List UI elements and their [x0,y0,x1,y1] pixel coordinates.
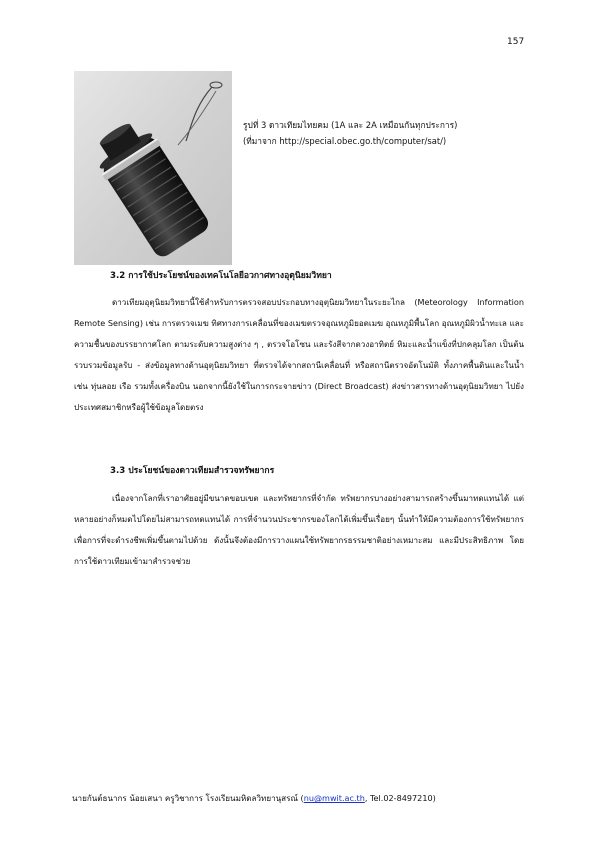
footer-telephone: , Tel.02-8497210) [364,793,436,803]
section-3-2-text: ดาวเทียมอุตุนิยมวิทยานี้ใช้สำหรับการตรวจสอบประกอบทางอุตุนิยมวิทยาในระยะไกล (Meteorology Information Remote Sensing) เช่น การตรวจเมฆ ทิศทางการเคลื่อนที่ของเมฆตรวจอุณหภูมิยอดเมฆ อุณหภูมิพื้นโลก อุณหภูมิผิวน้ำทะเล และความชื้นของบรรยากาศโลก ตามระดับความสูงต่าง ๆ , ตรวจโอโซน และรังสีจากดวงอาทิตย์ หิมะและน้ำแข็งที่ปกคลุมโลก เป็นต้น รวบรวมข้อมูลรับ - ส่งข้อมูลทางด้านอุตุนิยมวิทยา ที่ตรวจได้จากสถานีเคลื่อนที่ หรือสถานีตรวจอัตโนมัติ ทั้งภาคพื้นดินและในน้ำ เช่น ทุ่นลอย เรือ รวมทั้งเครื่องบิน นอกจากนี้ยังใช้ในการกระจายข่าว (Direct Broadcast) ส่งข่าวสารทางด้านอุตุนิยมวิทยา ไปยังประเทศสมาชิกหรือผู้ใช้ข้อมูลโดยตรง [74,297,524,412]
section-3-3-heading: 3.3 ประโยชน์ของดาวเทียมสำรวจทรัพยากร [110,466,275,476]
section-3-3-text: เนื่องจากโลกที่เราอาศัยอยู่มีขนาดขอบเขต และทรัพยากรที่จำกัด ทรัพยากรบางอย่างสามารถสร้างขึ้นมาทดแทนได้ แต่หลายอย่างก็หมดไปโดยไม่สามารถทดแทนได้ การที่จำนวนประชากรของโลกได้เพิ่มขึ้นเรื่อยๆ นั้นทำให้มีความต้องการใช้ทรัพยากรเพื่อการที่จะดำรงชีพเพิ่มขึ้นตามไปด้วย ดังนั้นจึงต้องมีการวางแผนใช้ทรัพยากรธรรมชาติอย่างเหมาะสม และมีประสิทธิภาพ โดยการใช้ดาวเทียมเข้ามาสำรวจช่วย [74,493,524,566]
page-footer [72,792,436,805]
section-3-3-paragraph [74,488,524,572]
footer-author: นายกันต์ธนากร น้อยเสนา ครูวิชาการ โรงเรียนมหิดลวิทยานุสรณ์ ( [72,793,304,803]
section-3-2-paragraph [74,292,524,418]
page-number: 157 [507,37,525,47]
figure-caption-source: (ที่มาจาก http://special.obec.go.th/computer/sat/) [243,136,447,146]
figure-caption [243,117,543,149]
satellite-photo [74,71,232,265]
footer-email-link[interactable]: nu@mwit.ac.th [303,793,365,803]
figure-caption-title: รูปที่ 3 ดาวเทียมไทยคม (1A และ 2A เหมือนกันทุกประการ) [243,120,458,130]
section-3-2-heading: 3.2 การใช้ประโยชน์ของเทคโนโลยีอวกาศทางอุตุนิยมวิทยา [110,271,332,281]
